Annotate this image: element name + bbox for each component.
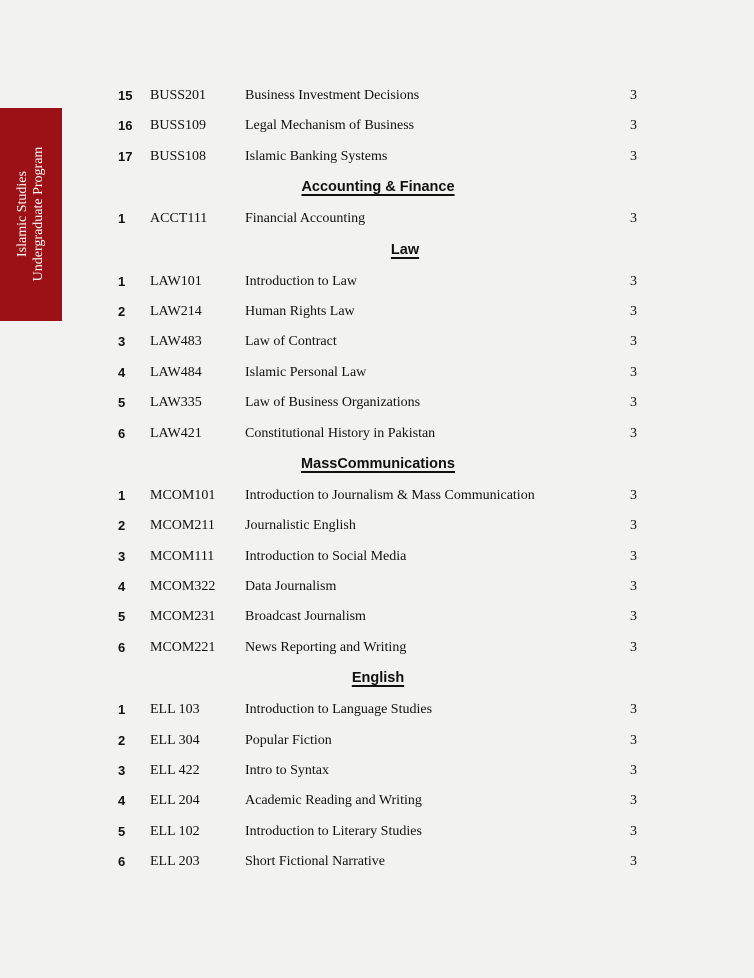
course-number: 17: [118, 148, 133, 164]
course-code: LAW335: [150, 395, 202, 411]
course-credits: 3: [630, 88, 637, 103]
course-code: ELL 102: [150, 823, 200, 839]
section-heading: Accounting & Finance: [301, 179, 455, 196]
course-number: 5: [118, 395, 126, 411]
course-title: Introduction to Social Media: [245, 548, 407, 564]
section-heading-row: [0, 171, 754, 203]
course-number: 1: [118, 273, 126, 289]
course-number: 4: [118, 793, 126, 809]
course-row: [0, 203, 754, 233]
course-title: Data Journalism: [245, 579, 337, 595]
course-row: [0, 601, 754, 631]
course-row: [0, 266, 754, 296]
course-code: ELL 304: [150, 732, 200, 748]
course-section: [0, 662, 754, 876]
course-code: LAW421: [150, 425, 202, 441]
course-code: LAW484: [150, 364, 202, 380]
course-code: MCOM111: [150, 548, 215, 564]
course-title: Law of Business Organizations: [245, 395, 421, 411]
course-title: Human Rights Law: [245, 303, 355, 319]
course-title: Islamic Banking Systems: [245, 148, 388, 164]
course-row: [0, 418, 754, 448]
course-credits: 3: [630, 487, 637, 503]
course-number: 1: [118, 702, 126, 718]
course-number: 3: [118, 548, 126, 564]
course-credits: 3: [630, 273, 637, 289]
course-title: Popular Fiction: [245, 732, 332, 748]
course-code: LAW483: [150, 334, 202, 350]
course-code: BUSS201: [150, 88, 207, 103]
course-title: Broadcast Journalism: [245, 609, 366, 625]
course-title: Introduction to Language Studies: [245, 702, 433, 718]
course-section: [0, 80, 754, 171]
course-row: [0, 326, 754, 356]
course-title: Journalistic English: [245, 518, 356, 534]
course-row: [0, 571, 754, 601]
course-row: [0, 387, 754, 417]
course-code: MCOM221: [150, 639, 216, 655]
section-heading-row: [0, 662, 754, 694]
course-credits: 3: [630, 118, 637, 134]
course-number: 6: [118, 639, 126, 655]
course-row: [0, 694, 754, 724]
course-row: [0, 510, 754, 540]
course-credits: 3: [630, 548, 637, 564]
section-heading: Law: [390, 241, 420, 258]
course-title: Short Fictional Narrative: [245, 854, 385, 870]
course-number: 4: [118, 579, 126, 595]
course-number: 16: [118, 118, 133, 134]
course-listing: [0, 80, 754, 877]
course-credits: 3: [630, 303, 637, 319]
side-tab-line-2: Undergraduate Program: [31, 146, 46, 282]
course-code: MCOM211: [150, 518, 215, 534]
course-title: Financial Accounting: [245, 211, 366, 227]
course-section: [0, 171, 754, 233]
course-number: 15: [118, 88, 133, 103]
course-code: MCOM231: [150, 609, 216, 625]
course-code: ACCT111: [150, 211, 208, 227]
course-row: [0, 110, 754, 140]
course-title: News Reporting and Writing: [245, 639, 407, 655]
course-number: 5: [118, 823, 126, 839]
course-number: 5: [118, 609, 126, 625]
course-credits: 3: [630, 148, 637, 164]
course-code: BUSS108: [150, 148, 207, 164]
course-code: ELL 422: [150, 763, 200, 779]
course-credits: 3: [630, 763, 637, 779]
section-heading-row: [0, 234, 754, 266]
course-code: LAW214: [150, 303, 202, 319]
course-code: ELL 203: [150, 854, 200, 870]
course-credits: 3: [630, 639, 637, 655]
course-row: [0, 141, 754, 171]
course-title: Constitutional History in Pakistan: [245, 425, 436, 441]
course-code: MCOM322: [150, 579, 216, 595]
course-credits: 3: [630, 364, 637, 380]
course-title: Law of Contract: [245, 334, 337, 350]
course-credits: 3: [630, 823, 637, 839]
side-tab-line-1: Islamic Studies: [15, 171, 30, 257]
course-number: 1: [118, 211, 126, 227]
course-row: [0, 80, 754, 110]
course-title: Intro to Syntax: [245, 763, 329, 779]
course-code: ELL 103: [150, 702, 200, 718]
course-code: BUSS109: [150, 118, 207, 134]
course-number: 2: [118, 732, 126, 748]
course-title: Business Investment Decisions: [245, 88, 420, 103]
course-section: [0, 448, 754, 662]
course-credits: 3: [630, 609, 637, 625]
course-title: Introduction to Law: [245, 273, 357, 289]
course-title: Legal Mechanism of Business: [245, 118, 415, 134]
course-row: [0, 541, 754, 571]
course-credits: 3: [630, 579, 637, 595]
course-section: [0, 234, 754, 448]
course-row: [0, 725, 754, 755]
course-credits: 3: [630, 211, 637, 227]
course-row: [0, 755, 754, 785]
course-credits: 3: [630, 732, 637, 748]
course-row: [0, 816, 754, 846]
course-credits: 3: [630, 702, 637, 718]
section-heading-row: [0, 448, 754, 480]
course-row: [0, 632, 754, 662]
course-credits: 3: [630, 518, 637, 534]
course-number: 1: [118, 487, 126, 503]
course-credits: 3: [630, 395, 637, 411]
course-code: ELL 204: [150, 793, 200, 809]
course-number: 6: [118, 425, 126, 441]
course-title: Islamic Personal Law: [245, 364, 367, 380]
course-title: Academic Reading and Writing: [245, 793, 422, 809]
course-row: [0, 296, 754, 326]
course-number: 3: [118, 763, 126, 779]
course-credits: 3: [630, 854, 637, 870]
course-number: 6: [118, 854, 126, 870]
course-row: [0, 480, 754, 510]
course-credits: 3: [630, 334, 637, 350]
course-number: 4: [118, 364, 126, 380]
course-number: 2: [118, 303, 126, 319]
course-number: 3: [118, 334, 126, 350]
section-heading: English: [351, 670, 405, 687]
course-code: MCOM101: [150, 487, 216, 503]
course-code: LAW101: [150, 273, 202, 289]
course-number: 2: [118, 518, 126, 534]
course-row: [0, 846, 754, 876]
course-title: Introduction to Journalism & Mass Communication: [245, 487, 535, 503]
section-heading: MassCommunications: [301, 455, 455, 472]
course-credits: 3: [630, 793, 637, 809]
course-title: Introduction to Literary Studies: [245, 823, 422, 839]
course-credits: 3: [630, 425, 637, 441]
course-row: [0, 357, 754, 387]
course-row: [0, 785, 754, 815]
